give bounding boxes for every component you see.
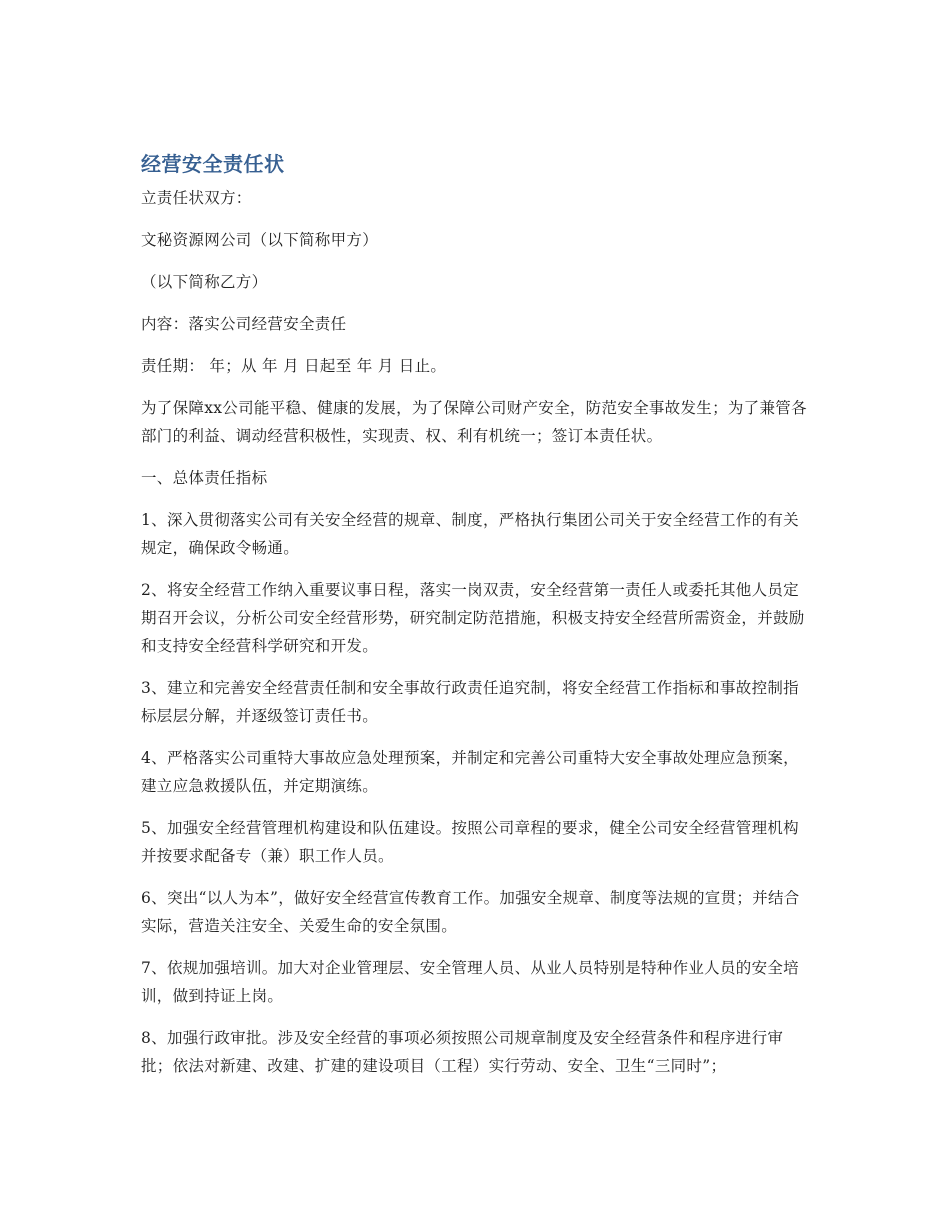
document-body <box>141 150 811 1094</box>
clause-8: 8、加强行政审批。涉及安全经营的事项必须按照公司规章制度及安全经营条件和程序进行审批；依法对新建、改建、扩建的建设项目（工程）实行劳动、安全、卫生“三同时”； <box>141 1029 784 1075</box>
clause-6: 6、突出“以人为本”，做好安全经营宣传教育工作。加强安全规章、制度等法规的宣贯；并结合实际，营造关注安全、关爱生命的安全氛围。 <box>141 889 800 935</box>
intro-paragraph: 为了保障xx公司能平稳、健康的发展，为了保障公司财产安全，防范安全事故发生；为了兼管各部门的利益、调动经营积极性，实现责、权、利有机统一；签订本责任状。 <box>141 399 807 445</box>
content-line: 内容：落实公司经营安全责任 <box>141 315 347 333</box>
clause-4: 4、严格落实公司重特大事故应急处理预案，并制定和完善公司重特大安全事故处理应急预案，建立应急救援队伍，并定期演练。 <box>141 749 799 795</box>
clause-2: 2、将安全经营工作纳入重要议事日程，落实一岗双责，安全经营第一责任人或委托其他人员定期召开会议，分析公司安全经营形势，研究制定防范措施，积极支持安全经营所需资金，并鼓励和支持安全经营科学研究和开发。 <box>141 581 805 655</box>
party-b: （以下简称乙方） <box>141 273 268 291</box>
party-a: 文秘资源网公司（以下简称甲方） <box>141 231 379 249</box>
parties-heading: 立责任状双方： <box>141 189 252 207</box>
document-title: 经营安全责任状 <box>141 152 285 176</box>
term-line: 责任期： 年；从 年 月 日起至 年 月 日止。 <box>141 357 447 375</box>
clause-5: 5、加强安全经营管理机构建设和队伍建设。按照公司章程的要求，健全公司安全经营管理机构并按要求配备专（兼）职工作人员。 <box>141 819 799 865</box>
clause-1: 1、深入贯彻落实公司有关安全经营的规章、制度，严格执行集团公司关于安全经营工作的有关规定，确保政令畅通。 <box>141 511 799 557</box>
clause-3: 3、建立和完善安全经营责任制和安全事故行政责任追究制，将安全经营工作指标和事故控制指标层层分解，并逐级签订责任书。 <box>141 679 799 725</box>
section-heading: 一、总体责任指标 <box>141 469 268 487</box>
clause-7: 7、依规加强培训。加大对企业管理层、安全管理人员、从业人员特别是特种作业人员的安全培训，做到持证上岗。 <box>141 959 799 1005</box>
